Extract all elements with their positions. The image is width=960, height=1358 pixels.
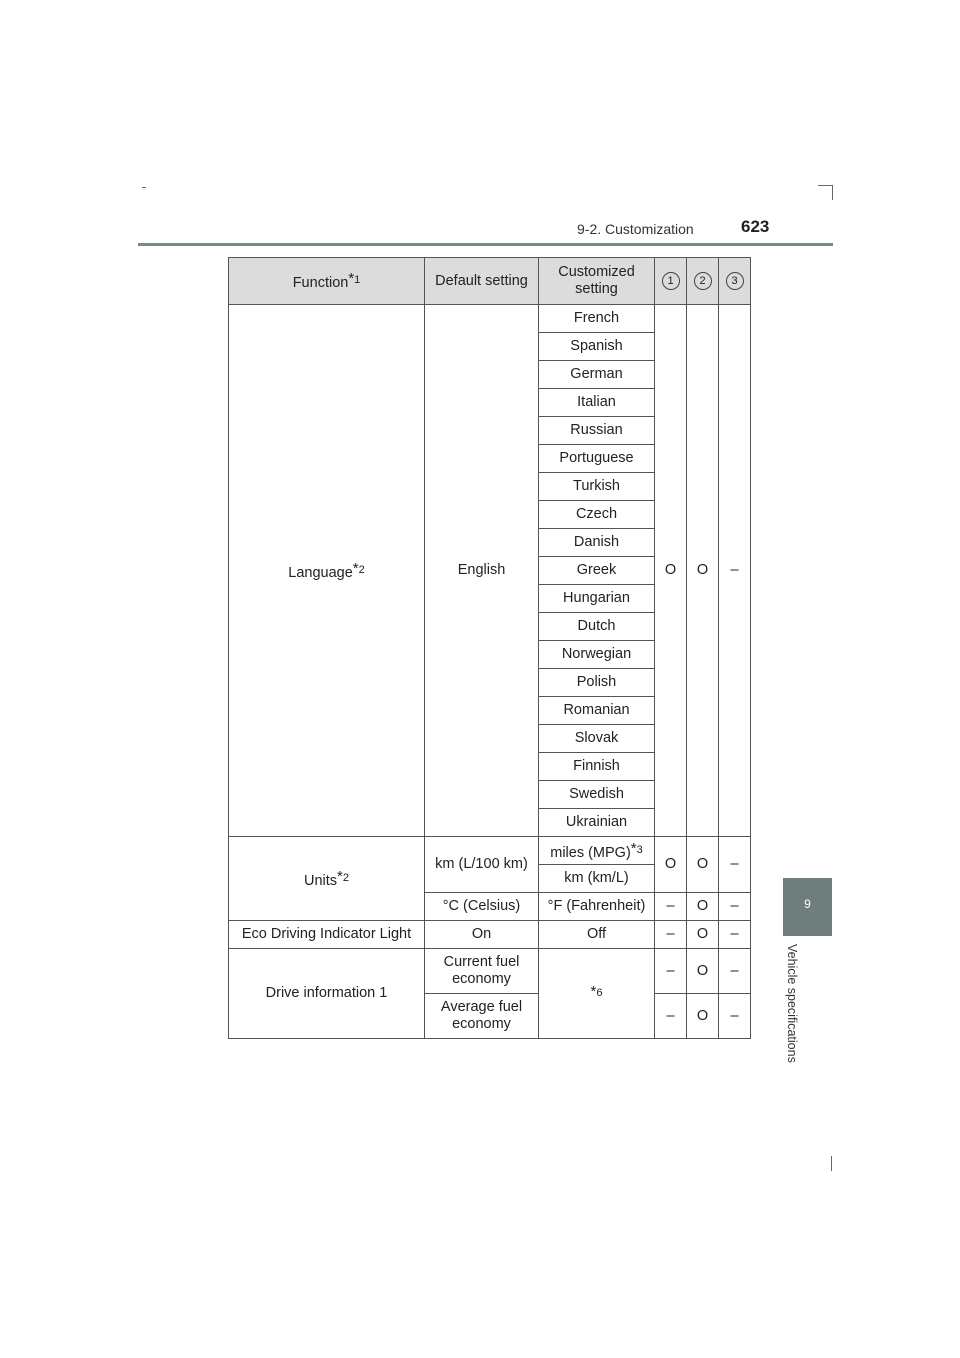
drive-info-current-col-2: O — [687, 949, 719, 994]
units-option-kml: km (km/L) — [539, 865, 655, 893]
eco-option: Off — [539, 921, 655, 949]
language-option: Polish — [539, 669, 655, 697]
language-option: Slovak — [539, 725, 655, 753]
footnote-asterisk: *1 — [348, 270, 361, 287]
language-option: Romanian — [539, 697, 655, 725]
language-option: French — [539, 305, 655, 333]
crop-mark — [831, 1156, 832, 1171]
chapter-label — [785, 944, 813, 1084]
language-option: Ukrainian — [539, 809, 655, 837]
section-title: 9-2. Customization — [577, 221, 694, 237]
language-col-1: O — [655, 305, 687, 837]
footnote-asterisk: *3 — [630, 839, 643, 857]
chapter-number: 9 — [804, 897, 811, 911]
language-option: Italian — [539, 389, 655, 417]
drive-info-current-col-1: – — [655, 949, 687, 994]
units-col-1: O — [655, 837, 687, 893]
drive-info-current: Current fuel economy — [425, 949, 539, 994]
drive-info-custom — [539, 949, 655, 1039]
footnote-asterisk: *2 — [352, 559, 365, 577]
language-option: Russian — [539, 417, 655, 445]
crop-mark — [832, 185, 833, 200]
header-col-2 — [687, 258, 719, 305]
units-option-mpg: miles (MPG)$^{*3}$ — [539, 837, 655, 865]
drive-info-average: Average fuel economy — [425, 994, 539, 1039]
units-default-distance: km (L/100 km) — [425, 837, 539, 893]
language-col-3: – — [719, 305, 751, 837]
circled-number: 2 — [694, 272, 712, 290]
drive-info-average-col-1: – — [655, 994, 687, 1039]
crop-mark — [142, 187, 146, 188]
table-row — [229, 949, 751, 994]
header-col-3 — [719, 258, 751, 305]
header-divider — [138, 243, 833, 246]
drive-info-average-col-2: O — [687, 994, 719, 1039]
language-option: Spanish — [539, 333, 655, 361]
header-function: Function$^{*1}$ — [229, 258, 425, 305]
header-default: Default setting — [425, 258, 539, 305]
language-function: Language$^{*2}$ — [229, 305, 425, 837]
language-default: English — [425, 305, 539, 837]
language-option: Danish — [539, 529, 655, 557]
language-option: Turkish — [539, 473, 655, 501]
units-default-temp: °C (Celsius) — [425, 893, 539, 921]
eco-function: Eco Driving Indicator Light — [229, 921, 425, 949]
circled-number: 3 — [726, 272, 744, 290]
header-col-1 — [655, 258, 687, 305]
language-option: Hungarian — [539, 585, 655, 613]
language-option: Norwegian — [539, 641, 655, 669]
language-option: Portuguese — [539, 445, 655, 473]
drive-info-function: Drive information 1 — [229, 949, 425, 1039]
table-row — [229, 837, 751, 865]
eco-col-3: – — [719, 921, 751, 949]
header-customized: Customized setting — [539, 258, 655, 305]
eco-col-1: – — [655, 921, 687, 949]
chapter-label-text: Vehicle specifications — [785, 944, 799, 1063]
language-option: Dutch — [539, 613, 655, 641]
language-option: German — [539, 361, 655, 389]
units-col-3: – — [719, 837, 751, 893]
units-temp-col-3: – — [719, 893, 751, 921]
footnote-asterisk: *2 — [337, 867, 349, 885]
units-temp-col-1: – — [655, 893, 687, 921]
language-option: Swedish — [539, 781, 655, 809]
table-row — [229, 921, 751, 949]
language-option: Czech — [539, 501, 655, 529]
units-temp-col-2: O — [687, 893, 719, 921]
chapter-tab — [783, 878, 832, 936]
crop-mark — [818, 185, 833, 186]
drive-info-current-col-3: – — [719, 949, 751, 994]
units-option-temp: °F (Fahrenheit) — [539, 893, 655, 921]
language-col-2: O — [687, 305, 719, 837]
eco-default: On — [425, 921, 539, 949]
footnote-asterisk: *6 — [590, 982, 603, 1000]
language-option: Finnish — [539, 753, 655, 781]
customization-table — [228, 257, 751, 1039]
units-col-2: O — [687, 837, 719, 893]
table-row — [229, 305, 751, 333]
page-number: 623 — [741, 217, 770, 236]
language-option: Greek — [539, 557, 655, 585]
circled-number: 1 — [662, 272, 680, 290]
units-function: Units$^{*2}$ — [229, 837, 425, 921]
drive-info-average-col-3: – — [719, 994, 751, 1039]
table-header-row — [229, 258, 751, 305]
eco-col-2: O — [687, 921, 719, 949]
